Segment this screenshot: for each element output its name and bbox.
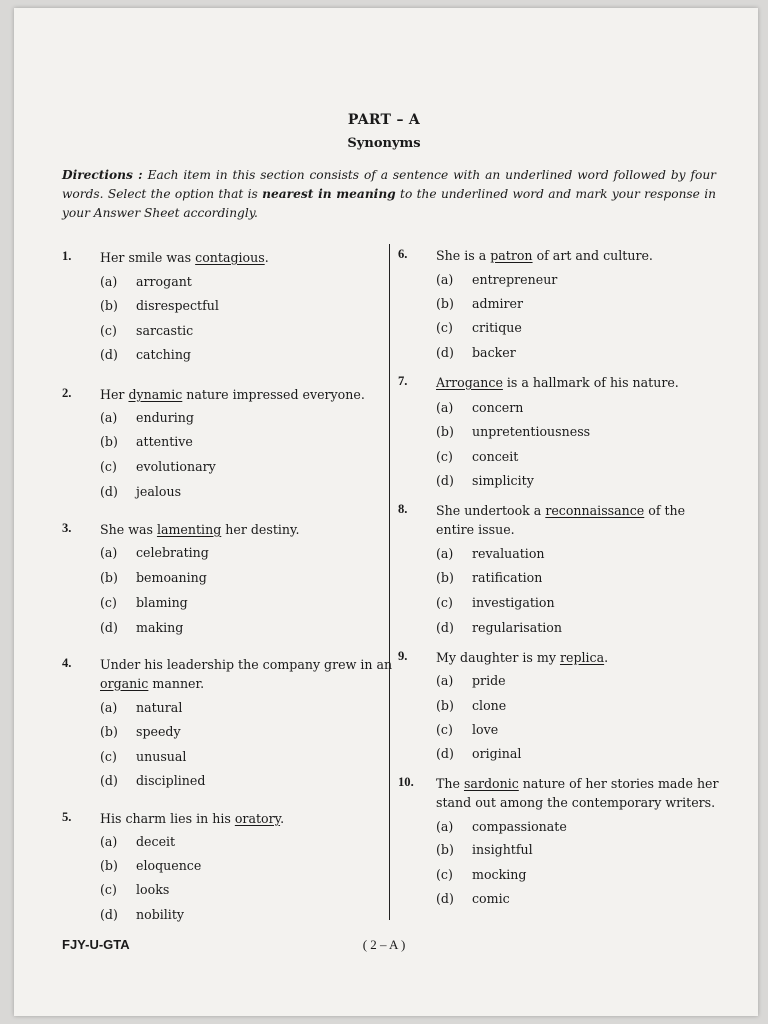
option-text: blaming [136, 595, 188, 610]
stem-pre: My daughter is my [436, 650, 560, 665]
option-text: attentive [136, 434, 193, 449]
option-text: speedy [136, 724, 181, 739]
option-label: (c) [100, 595, 117, 610]
option-text: love [472, 722, 499, 737]
option-label: (d) [100, 773, 118, 788]
stem-pre: She was [100, 522, 157, 537]
option-label: (d) [436, 620, 454, 635]
option-b [436, 842, 533, 857]
option-d [436, 620, 562, 635]
option-label: (c) [100, 749, 117, 764]
underlined-word: replica [559, 650, 605, 665]
underlined-word: Arrogance [436, 375, 503, 390]
option-b [436, 698, 506, 713]
option-d [436, 473, 534, 488]
option-c [436, 722, 498, 737]
question-stem [436, 247, 726, 266]
option-label: (a) [436, 819, 454, 834]
stem-post: of art and culture. [532, 248, 653, 263]
option-text: regularisation [472, 620, 562, 635]
option-a [436, 400, 523, 415]
option-text: critique [472, 320, 522, 335]
stem-pre: Her [100, 387, 129, 402]
question-stem [100, 810, 400, 829]
option-label: (a) [100, 410, 118, 425]
paper-code: FJY-U-GTA [62, 937, 130, 952]
option-c [100, 459, 216, 474]
option-c [436, 320, 522, 335]
option-d [100, 773, 205, 788]
option-label: (a) [100, 700, 118, 715]
option-b [436, 296, 523, 311]
option-label: (d) [436, 891, 454, 906]
option-text: enduring [136, 410, 194, 425]
question-number: 2. [62, 386, 72, 400]
option-text: making [136, 620, 184, 635]
underlined-word: oratory [234, 811, 281, 826]
option-a [436, 819, 567, 834]
option-a [436, 673, 506, 688]
option-d [436, 746, 521, 761]
option-label: (c) [100, 459, 117, 474]
option-text: clone [472, 698, 507, 713]
option-a [100, 834, 175, 849]
question-stem [436, 649, 726, 668]
option-label: (c) [100, 882, 117, 897]
question-stem [100, 249, 400, 268]
option-text: nobility [136, 907, 185, 922]
option-a [100, 545, 209, 560]
option-text: revaluation [472, 546, 545, 561]
option-label: (b) [436, 296, 454, 311]
option-b [100, 570, 207, 585]
option-text: unpretentiousness [472, 424, 591, 439]
option-text: simplicity [472, 473, 534, 488]
option-label: (b) [436, 842, 454, 857]
option-a [436, 546, 545, 561]
option-a [100, 410, 194, 425]
directions-lead: Directions : [62, 168, 143, 182]
question-stem [100, 386, 400, 405]
question-number: 3. [62, 521, 72, 535]
directions-emphasis: nearest in meaning [262, 187, 396, 201]
question-number: 1. [62, 249, 72, 263]
option-a [436, 272, 557, 287]
option-d [436, 891, 510, 906]
underlined-word: dynamic [128, 387, 183, 402]
directions-text-2: to the underlined word and mark your response in your Answer Sheet accordingly. [62, 187, 716, 220]
option-text: backer [472, 345, 516, 360]
option-label: (a) [100, 545, 118, 560]
option-text: jealous [136, 484, 182, 499]
underlined-word: sardonic [463, 776, 519, 791]
option-label: (c) [436, 595, 453, 610]
stem-pre: The [436, 776, 464, 791]
stem-pre: She undertook a [436, 503, 546, 518]
directions-text [62, 166, 716, 223]
option-label: (a) [436, 673, 454, 688]
option-text: eloquence [136, 858, 202, 873]
option-label: (b) [100, 434, 118, 449]
option-b [100, 858, 201, 873]
option-b [100, 724, 181, 739]
option-c [436, 595, 555, 610]
option-label: (b) [100, 570, 118, 585]
part-title: PART – A [347, 112, 421, 128]
stem-pre: Her smile was [100, 250, 196, 265]
option-label: (d) [436, 473, 454, 488]
option-label: (d) [100, 620, 118, 635]
option-d [100, 484, 181, 499]
underlined-word: lamenting [156, 522, 222, 537]
option-label: (c) [436, 867, 453, 882]
option-label: (a) [436, 272, 454, 287]
underlined-word: reconnaissance [545, 503, 645, 518]
option-d [100, 620, 183, 635]
option-text: entrepreneur [472, 272, 558, 287]
option-label: (d) [436, 345, 454, 360]
directions-text-1: Each item in this section consists of a sentence with an underlined word followed by four words. Select the option that is [62, 168, 716, 201]
option-label: (c) [436, 449, 453, 464]
question-stem [436, 502, 726, 539]
option-text: compassionate [472, 819, 567, 834]
option-text: pride [472, 673, 506, 688]
option-label: (b) [436, 570, 454, 585]
option-a [100, 700, 182, 715]
question-stem [100, 521, 400, 540]
option-text: deceit [136, 834, 176, 849]
question-stem [436, 775, 726, 812]
option-label: (a) [436, 400, 454, 415]
stem-pre: Under his leadership the company grew in an [100, 657, 393, 672]
option-text: sarcastic [136, 323, 194, 338]
option-d [100, 347, 191, 362]
option-label: (b) [100, 724, 118, 739]
option-label: (d) [100, 347, 118, 362]
option-text: mocking [472, 867, 527, 882]
question-number: 6. [398, 247, 408, 261]
option-d [100, 907, 184, 922]
option-text: looks [136, 882, 170, 897]
underlined-word: contagious [195, 250, 265, 265]
option-text: admirer [472, 296, 524, 311]
stem-post: . [604, 650, 609, 665]
option-text: concern [472, 400, 524, 415]
option-label: (d) [100, 907, 118, 922]
question-number: 7. [398, 374, 408, 388]
question-number: 5. [62, 810, 72, 824]
option-text: evolutionary [136, 459, 216, 474]
stem-post: nature of her stories made her stand out among the contemporary writers. [436, 776, 719, 810]
option-text: comic [472, 891, 510, 906]
underlined-word: patron [490, 248, 533, 263]
option-label: (a) [100, 834, 118, 849]
option-text: unusual [136, 749, 187, 764]
stem-post: . [264, 250, 269, 265]
option-c [100, 882, 169, 897]
option-text: investigation [472, 595, 555, 610]
option-text: insightful [472, 842, 533, 857]
option-text: conceit [472, 449, 519, 464]
stem-post: her destiny. [221, 522, 300, 537]
option-label: (c) [436, 722, 453, 737]
option-b [100, 434, 193, 449]
option-a [100, 274, 192, 289]
option-text: disrespectful [136, 298, 219, 313]
option-c [436, 867, 526, 882]
option-c [100, 749, 186, 764]
option-text: bemoaning [136, 570, 207, 585]
option-label: (b) [100, 298, 118, 313]
option-label: (b) [436, 424, 454, 439]
stem-post: nature impressed everyone. [182, 387, 365, 402]
option-text: natural [136, 700, 183, 715]
question-number: 4. [62, 656, 72, 670]
stem-post: . [280, 811, 285, 826]
option-label: (d) [100, 484, 118, 499]
option-label: (a) [100, 274, 118, 289]
option-text: celebrating [136, 545, 209, 560]
option-label: (c) [436, 320, 453, 335]
section-title: Synonyms [347, 136, 421, 151]
option-text: catching [136, 347, 191, 362]
option-label: (b) [100, 858, 118, 873]
question-number: 9. [398, 649, 408, 663]
option-c [436, 449, 518, 464]
page-number: ( 2 – A ) [362, 937, 406, 952]
option-b [436, 424, 590, 439]
option-text: original [472, 746, 522, 761]
option-label: (b) [436, 698, 454, 713]
option-label: (d) [436, 746, 454, 761]
stem-post: of the entire issue. [436, 503, 686, 537]
option-label: (a) [436, 546, 454, 561]
stem-pre: His charm lies in his [100, 811, 235, 826]
question-number: 8. [398, 502, 408, 516]
stem-post: manner. [148, 675, 205, 691]
option-c [100, 323, 193, 338]
question-stem [436, 374, 726, 393]
option-b [100, 298, 219, 313]
option-d [436, 345, 516, 360]
option-c [100, 595, 188, 610]
underlined-word: organic [100, 675, 149, 691]
question-stem [100, 656, 420, 693]
option-label: (c) [100, 323, 117, 338]
option-text: arrogant [136, 274, 192, 289]
option-text: disciplined [136, 773, 206, 788]
option-b [436, 570, 542, 585]
option-text: ratification [472, 570, 543, 585]
stem-pre: She is a [436, 248, 491, 263]
question-number: 10. [398, 775, 414, 789]
stem-post: is a hallmark of his nature. [502, 375, 679, 390]
